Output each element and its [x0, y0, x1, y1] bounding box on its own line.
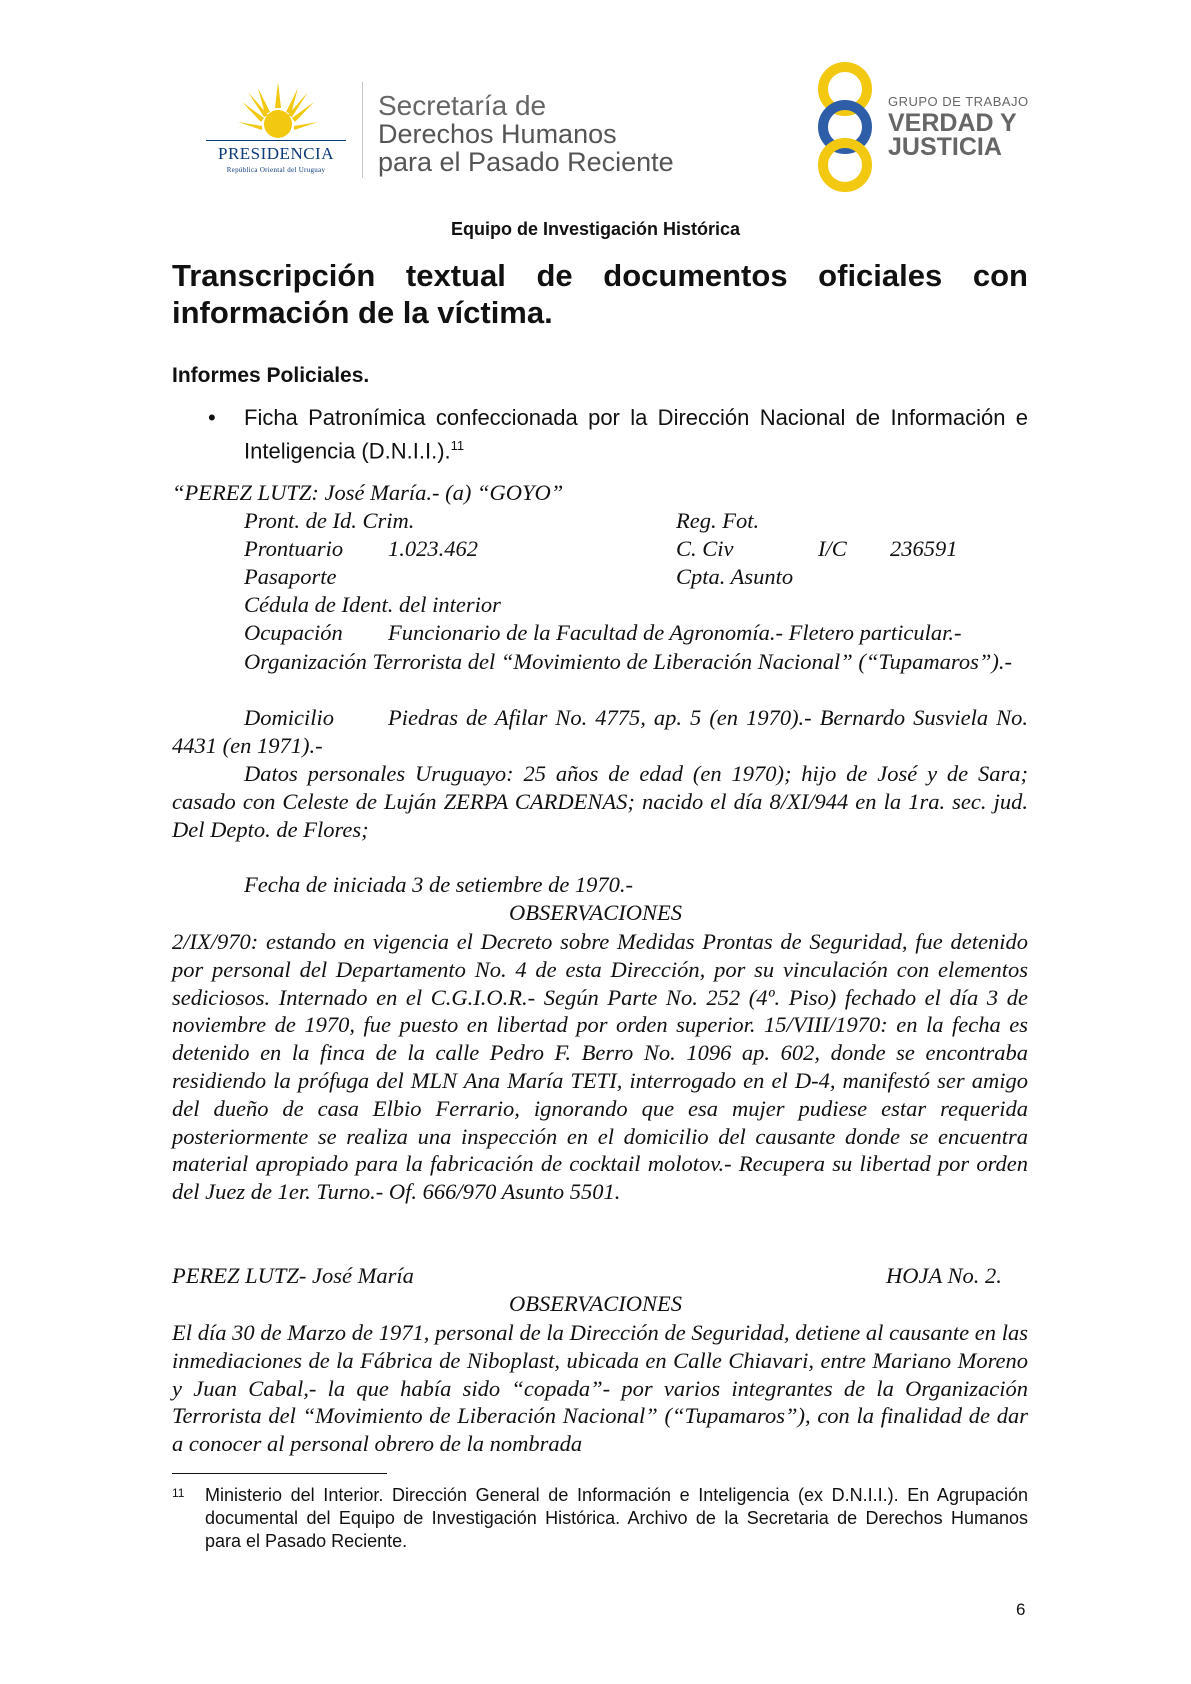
observaciones-text: 2/IX/970: estando en vigencia el Decreto sobre Medidas Prontas de Seguridad, fue detenido por personal del Departamento No. 4 de esta Dirección, por su vinculación con elementos sediciosos. Internado en el C.G.I.O.R.- Según Parte No. 252 (4º. Piso) fechado el día 3 de noviembre de 1970, fue puesto en libertad por orden superior. 15/VIII/1970: en la fecha es detenido en la finca de la calle Pedro F. Berro No. 1096 ap. 602, donde se encontraba residiendo la prófuga del MLN Ana María TETI, interrogado en el D-4, manifestó ser amigo del dueño de casa Elbio Ferrario, ignorando que esa mujer pudiese estar requerida posteriormente se realiza una inspección en el domicilio del causante donde se encuentra material apropiado para la fabricación de cocktail molotov.- Recupera su libertad por orden del Juez de 1er. Turno.- Of. 666/970 Asunto 5501.	[172, 929, 1028, 1205]
reg-fot-label: Reg. Fot.	[676, 508, 760, 533]
record-name-line: “PEREZ LUTZ: José María.- (a) “GOYO”	[172, 480, 564, 505]
secretaria-line-3: para el Pasado Reciente	[378, 147, 674, 177]
ic-value: 236591	[890, 536, 958, 561]
section-heading: Informes Policiales.	[172, 364, 370, 387]
presidencia-rule	[206, 140, 346, 141]
grupo-line-1: GRUPO DE TRABAJO	[888, 94, 1029, 109]
domicilio-value: Piedras de Afilar No. 4775, ap. 5 (en 1970).- Bernardo Susviela No. 4431 (en 1971).-	[172, 705, 1028, 758]
datos-paragraph: Datos personales Uruguayo: 25 años de edad (en 1970); hijo de José y de Sara; casado con Celeste de Luján ZERPA CARDENAS; nacido el día 8/XI/944 en la 1ra. sec. jud. Del Depto. de Flores;	[172, 761, 1028, 842]
bullet-icon: •	[208, 405, 216, 430]
page2-hoja: HOJA No. 2.	[886, 1263, 1002, 1288]
pasaporte-label: Pasaporte	[244, 564, 337, 589]
bullet-item	[208, 404, 1028, 465]
c-civ-label: C. Civ	[676, 536, 734, 561]
secretaria-line-2: Derechos Humanos	[378, 119, 617, 149]
ocupacion-value: Funcionario de la Facultad de Agronomía.- Fletero particular.-	[388, 620, 962, 645]
grupo-line-2: VERDAD Y	[888, 109, 1017, 137]
prontuario-value: 1.023.462	[388, 536, 478, 561]
team-heading: Equipo de Investigación Histórica	[450, 219, 741, 239]
page-title: Transcripción textual de documentos oficiales con información de la víctima.	[172, 258, 1028, 330]
cedula-label: Cédula de Ident. del interior	[244, 592, 501, 617]
header-divider	[362, 82, 363, 178]
observaciones-text-2: El día 30 de Marzo de 1971, personal de la Dirección de Seguridad, detiene al causante en las inmediaciones de la Fábrica de Niboplast, ubicada en Calle Chiavari, entre Mariano Moreno y Juan Cabal,- la que había sido “copada”- por varios integrantes de la Organización Terrorista del “Movimiento de Liberación Nacional” (“Tupamaros”), con la finalidad de dar a conocer al personal obrero de la nombrada	[172, 1320, 1028, 1457]
grupo-trabajo-wordmark	[888, 94, 1029, 159]
footnote-text: Ministerio del Interior. Dirección General de Información e Inteligencia (ex D.N.I.I.). En Agrupación documental del Equipo de Investigación Histórica. Archivo de la Secretaria de Derechos Humanos para el Pasado Reciente.	[205, 1485, 1028, 1551]
bullet-text-body: Ficha Patronímica confeccionada por la Dirección Nacional de Información e Inteligencia (D.N.I.I.).	[244, 405, 1028, 464]
presidencia-subtitle: República Oriental del Uruguay	[226, 166, 326, 174]
page-number: 6	[1016, 1600, 1026, 1619]
page2-name: PEREZ LUTZ- José María	[172, 1263, 414, 1288]
sun-icon	[238, 82, 318, 142]
fecha-line: Fecha de iniciada 3 de setiembre de 1970.-	[244, 872, 634, 897]
secretaria-wordmark	[378, 92, 674, 176]
secretaria-line-1: Secretaría de	[378, 90, 547, 121]
pront-label: Pront. de Id. Crim.	[244, 508, 415, 533]
observaciones-title-2: OBSERVACIONES	[509, 1291, 682, 1316]
observaciones-title: OBSERVACIONES	[509, 900, 682, 925]
presidencia-logo	[196, 82, 356, 182]
presidencia-name: PRESIDENCIA	[217, 144, 334, 163]
cpta-label: Cpta. Asunto	[676, 564, 794, 589]
grupo-line-3: JUSTICIA	[888, 133, 1002, 161]
footnote-number: 11	[172, 1486, 185, 1500]
ocupacion-label: Ocupación	[244, 620, 343, 645]
footnote-ref: 11	[450, 438, 465, 453]
ic-label: I/C	[818, 536, 847, 561]
bullet-text	[244, 404, 1028, 465]
footnote-rule	[172, 1473, 387, 1474]
domicilio-label: Domicilio	[244, 705, 334, 730]
organizacion-paragraph: Organización Terrorista del “Movimiento de Liberación Nacional” (“Tupamaros”).-	[244, 649, 1012, 674]
prontuario-label: Prontuario	[244, 536, 344, 561]
domicilio-paragraph	[172, 704, 1028, 760]
